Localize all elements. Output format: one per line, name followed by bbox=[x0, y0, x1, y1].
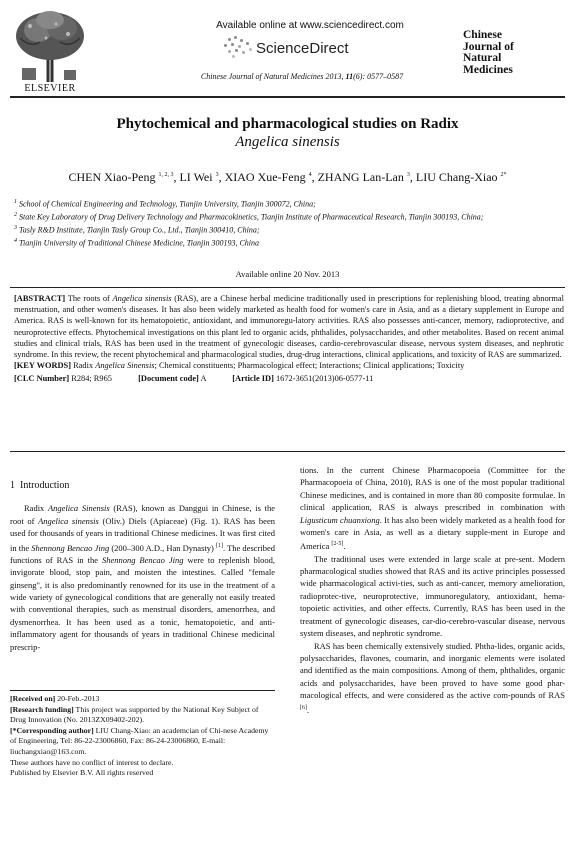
elsevier-tree-icon bbox=[10, 8, 90, 84]
intro-paragraph: The traditional uses were extended in large scale at pre-sent. Modern pharmacological studies showed that RAS and its active principles possessed wide pharmacological activi-ties, such as anti-cancer, memory amelioration, radioprotec-tive, neuroprotective, immunoregulatory, antioxidant, hema-topoietic activities, and other effects. Currently, RAS has been used in the treatment of gynecologic diseases, car-dio-cerebro-vascular disease, nervous system diseases, and nephrotic syndrome. bbox=[300, 553, 565, 639]
abstract-label: [ABSTRACT] bbox=[14, 294, 66, 303]
author: LIU Chang-Xiao bbox=[415, 170, 498, 184]
intro-column-left bbox=[10, 480, 275, 653]
author: XIAO Xue-Feng bbox=[224, 170, 306, 184]
research-funding: [Research funding] This project was supported by the National Key Subject of Drug Innovation (No. 2013ZX09402-202). bbox=[10, 704, 259, 725]
affiliation: $^4$ Tianjin University of Traditional Chinese Medicine, Tianjin 300193, China bbox=[14, 238, 260, 249]
article-title: Phytochemical and pharmacological studies on Radix bbox=[116, 116, 459, 132]
author: ZHANG Lan-Lan bbox=[317, 170, 404, 184]
abstract-bottom-divider bbox=[10, 451, 565, 452]
intro-column-right bbox=[300, 464, 565, 716]
document-code-label: [Document code] bbox=[138, 374, 199, 384]
article-id-label: [Article ID] bbox=[232, 374, 274, 384]
conflict-statement: These authors have no conflict of interest to declare. bbox=[10, 757, 174, 767]
section-heading: 1 Introduction bbox=[10, 480, 70, 491]
publisher-name: ELSEVIER bbox=[24, 83, 76, 94]
affiliation: $^1$ School of Chemical Engineering and Technology, Tianjin University, Tianjin 300072, China; bbox=[14, 199, 316, 209]
received-date: [Received on] 20-Feb.-2013 bbox=[10, 694, 100, 703]
abstract-top-divider bbox=[10, 287, 565, 288]
elsevier-tree-logo bbox=[10, 8, 90, 86]
clc-label: [CLC Number] bbox=[14, 374, 70, 384]
sciencedirect-wordmark: ScienceDirect bbox=[256, 40, 349, 57]
author-list: CHEN Xiao-Peng $^{1, 2, 3}$, LI Wei $^3$, XIAO Xue-Feng $^4$, ZHANG Lan-Lan $^3$, LIU Chang-Xiao $^{2*}$ bbox=[68, 170, 507, 184]
journal-name-block: Chinese Journal of Natural Medicines bbox=[463, 29, 514, 76]
affiliation: $^2$ State Key Laboratory of Drug Delivery Technology and Pharmacokinetics, Tianjin Institute of Pharmaceutical Research, Tianjin 300193, China; bbox=[14, 212, 484, 222]
footnotes bbox=[10, 694, 275, 779]
header-divider bbox=[10, 96, 565, 98]
keywords: [KEY WORDS] Radix Angelica Sinensis; Chemical constituents; Pharmacological effect; Interactions; Clinical applications; Toxicity bbox=[14, 361, 465, 371]
author: LI Wei bbox=[179, 170, 213, 184]
available-online-header[interactable]: Available online at www.sciencedirect.com bbox=[216, 20, 404, 31]
available-online-date: Available online 20 Nov. 2013 bbox=[235, 269, 340, 279]
corresponding-author: [*Corresponding author] LIU Chang-Xiao: an academcian of Chi-nese Academy of Engineering, Tel: 86-22-23006860, Fax: 86-24-23006860, E-mail: liuchangxiao@163.com. bbox=[10, 725, 269, 756]
sciencedirect-dots-icon bbox=[220, 34, 260, 60]
affiliation: $^3$ Tasly R&D Institute, Tianjin Tasly Group Co., Ltd., Tianjin 300410, China; bbox=[14, 225, 260, 235]
intro-paragraph: RAS has been chemically extensively studied. Phtha-lides, organic acids, polysaccharides, flavones, coumarin, and inorganic elements were isolated and identified as the main compositions. Among of them, phthalides, organic acids and polysaccharides, have been proved to have some good phar-macological effects, and were considered as the active com-pounds of RAS [6]. bbox=[300, 640, 565, 715]
journal-citation: Chinese Journal of Natural Medicines 2013, 11(6): 0577–0587 bbox=[200, 72, 404, 81]
sciencedirect-logo bbox=[220, 34, 350, 62]
publisher-statement: Published by Elsevier B.V. All rights reserved bbox=[10, 768, 154, 778]
author: CHEN Xiao-Peng bbox=[68, 170, 156, 184]
intro-paragraph: Radix Angelica Sinensis (RAS), known as Danggui in Chinese, is the root of Angelica sinensis (Oliv.) Diels (Apiaceae) (Fig. 1). RAS has been used for thousands of years in traditional Chinese medicines. It was first cited in the Shennong Bencao Jing (200–300 A.D., Han Dynasty) [1]. The described functions of RAS in the Shennong Bencao Jing were to replenish blood, invigorate blood, stop pain, and moisten the intestines. Called "female ginseng", it is also predominantly renowned for its use in the treatment of a wide variety of gynecological conditions that are generally not easily treated with conventional therapies, such as menstrual disorders, amenorrhea, and dysmenorrhea. It has been used as a tonic, hematopoietic, and anti-inflammatory agent for thousands of years in traditional Chinese medicinal prescrip- bbox=[10, 503, 275, 652]
footnote-divider bbox=[10, 690, 275, 691]
keywords-label: [KEY WORDS] bbox=[14, 361, 72, 371]
classification-line: [CLC Number] R284; R965 [Document code] A [Article ID] 1672-3651(2013)06-0577-11 bbox=[14, 374, 374, 384]
abstract-block bbox=[14, 293, 564, 385]
affiliations bbox=[14, 197, 564, 250]
abstract-text: [ABSTRACT] The roots of Angelica sinensis (RAS), are a Chinese herbal medicine traditionally used in prescriptions for replenishing blood, treating abnormal menstruation, and other women's diseases. It has also been widely marketed as health food for women's care in Asia, and as a dietary supplement in Europe and America. RAS is well-known for its hematopoietic, antioxidant, and immunoregu-latory activities. RAS also possesses anti-cancer, memory, radioprotective, and neuroprotective effects. Phytochemical investigations on this plant led to organic acids, phthalides, polysaccharides, and other metabolites. Based on recent animal studies and clinical trials, RAS has been used in the treatment of gynecologic diseases, cardio-cerebrovascular disease, nervous system diseases, and nephrotic syndrome. In this review, the recent phytochemical and pharmacological studies, drug-drug interactions, clinical applications, and toxicity of RAS are summarized. bbox=[14, 294, 564, 360]
intro-paragraph: tions. In the current Chinese Pharmacopoeia (Committee for the Pharmacopoeia of China, 2010), RAS is one of the most popular traditional Chinese medicines, and is contained in more than 80 composite formulae. In clinical application, RAS is always prescribed in combination with Ligusticum chuanxiong. It has also been widely marketed as a health food for women's care in Asia, as well as a dietary supple-ment in Europe and America [2-5]. bbox=[300, 465, 565, 552]
article-title-species: Angelica sinensis bbox=[235, 134, 340, 150]
